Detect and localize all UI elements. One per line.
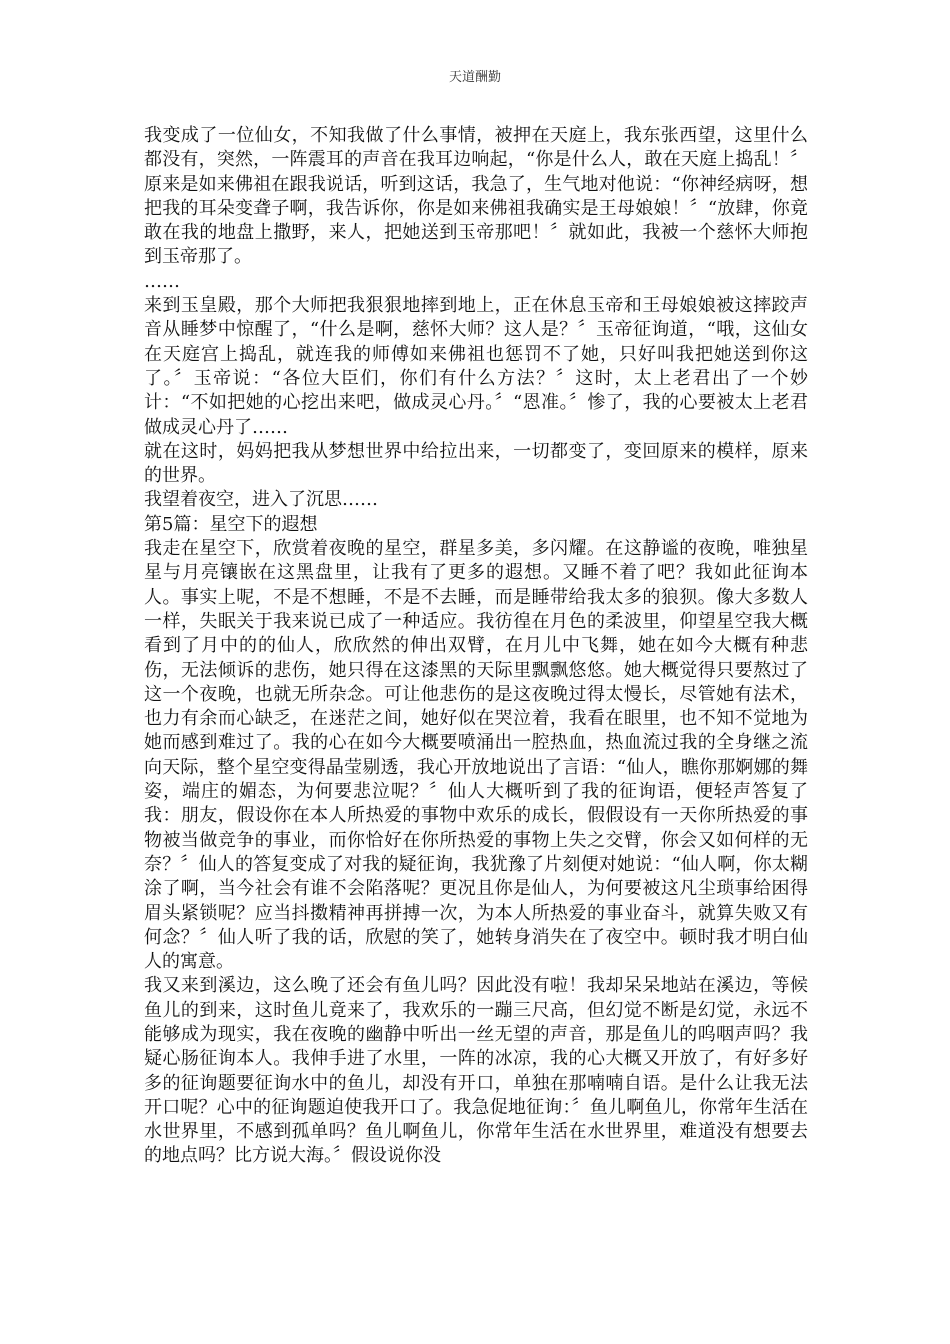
paragraph-3: 来到玉皇殿，那个大师把我狠狠地摔到地上，正在休息玉帝和王母娘娘被这摔跤声音从睡梦中惊醒了，“什么是啊，慈怀大师？这人是？〞玉帝征询道，“哦，这仙女在天庭宫上捣乱，就连我的师傅如来佛祖也惩罚不了她，只好叫我把她送到你这了。〞玉帝说：“各位大臣们，你们有什么方法？〞这时，太上老君出了一个妙计：“不如把她的心挖出来吧，做成灵心丹。〞“恩准。〞惨了，我的心要被太上老君做成灵心丹了…… xyxy=(144,295,808,438)
page-header: 天道酬勤 xyxy=(448,70,501,85)
paragraph-8: 我又来到溪边，这么晚了还会有鱼儿吗？因此没有啦！我却呆呆地站在溪边，等候鱼儿的到来，这时鱼儿竟来了，我欢乐的一蹦三尺高，但幻觉不断是幻觉，永远不能够成为现实，我在夜晚的幽静中听出一丝无望的声音，那是鱼儿的呜咽声吗？我疑心肠征询本人。我伸手进了水里，一阵的冰凉，我的心大概又开放了，有好多好多的征询题要征询水中的鱼儿，却没有开口，单独在那喃喃自语。是什么让我无法开口呢？心中的征询题迫使我开口了。我急促地征询：〞鱼儿啊鱼儿，你常年生活在水世界里，不感到孤单吗？鱼儿啊鱼儿，你常年生活在水世界里，难道没有想要去的地点吗？比方说大海。〞假设说你没 xyxy=(144,975,808,1167)
paragraph-5: 我望着夜空，进入了沉思…… xyxy=(144,489,378,511)
paragraph-1: 我变成了一位仙女，不知我做了什么事情，被押在天庭上，我东张西望，这里什么都没有，突然，一阵震耳的声音在我耳边响起，“你是什么人，敢在天庭上捣乱！〞原来是如来佛祖在跟我说话，听到这话，我急了，生气地对他说：“你神经病呀，想把我的耳朵变聋子啊，我告诉你，你是如来佛祖我确实是王母娘娘！〞“放肆，你竟敢在我的地盘上撒野，来人，把她送到玉帝那吧！〞就如此，我被一个慈怀大师抱到玉帝那了。 xyxy=(144,125,808,268)
section-heading: 第5篇：星空下的遐想 xyxy=(144,513,318,535)
paragraph-2: …… xyxy=(144,270,180,292)
document-body xyxy=(144,124,808,1169)
paragraph-7: 我走在星空下，欣赏着夜晚的星空，群星多美，多闪耀。在这静谧的夜晚，唯独星星与月亮镶嵌在这黑盘里，让我有了更多的遐想。又睡不着了吧？我如此征询本人。事实上呢，不是不想睡，不是不去睡，而是睡带给我太多的狼狈。像大多数人一样，失眠关于我来说已成了一种适应。我彷徨在月色的柔波里，仰望星空我大概看到了月中的的仙人，欣欣然的伸出双臂，在月儿中飞舞，她在如今大概有种悲伤，无法倾诉的悲伤，她只得在这漆黑的天际里飘飘悠悠。她大概觉得只要熬过了这一个夜晚，也就无所杂念。可让他悲伤的是这夜晚过得太慢长，尽管她有法术，也力有余而心缺乏，在迷茫之间，她好似在哭泣着，我看在眼里，也不知不觉地为她而感到难过了。我的心在如今大概要喷涌出一腔热血，热血流过我的全身继之流向天际，整个星空变得晶莹剔透，我心开放地说出了言语：“仙人，瞧你那婀娜的舞姿，端庄的媚态，为何要悲泣呢？〞仙人大概听到了我的征询语，便轻声答复了我：朋友，假设你在本人所热爱的事物中欢乐的成长，假假设有一天你所热爱的事物被当做竞争的事业，而你恰好在你所热爱的事物上失之交臂，你会又如何样的无奈？〞仙人的答复变成了对我的疑征询，我犹豫了片刻便对她说：“仙人啊，你太糊涂了啊，当今社会有谁不会陷落呢？更况且你是仙人，为何要被这凡尘琐事给困得眉头紧锁呢？应当抖擞精神再拼搏一次，为本人所热爱的事业奋斗，就算失败又有何念？〞仙人听了我的话，欣慰的笑了，她转身消失在了夜空中。顿时我才明白仙人的寓意。 xyxy=(144,538,808,973)
paragraph-4: 就在这时，妈妈把我从梦想世界中给拉出来，一切都变了，变回原来的模样，原来的世界。 xyxy=(144,440,808,487)
